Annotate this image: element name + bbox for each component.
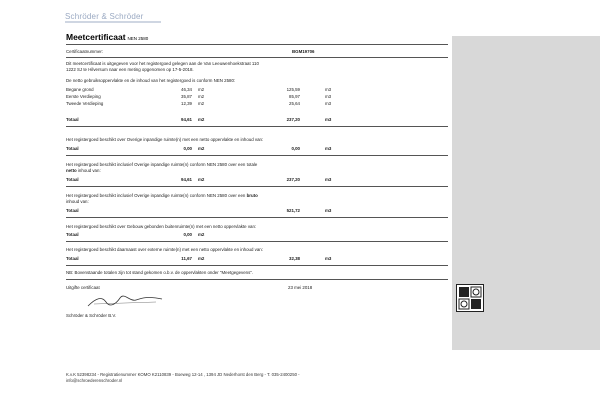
komo-logo-icon [457, 285, 483, 311]
row-volume: 85,97 [289, 94, 300, 99]
row-volume-unit: m3 [325, 101, 332, 106]
footer-line-1: K.v.K 52398234 - Registratienummer KOMO K2110839 - Boeweg 12-14 , 1394 JD Nederhorst den Berg - T. 035-2400250 - [66, 372, 300, 377]
issue-label: Uitgifte certificaat [66, 285, 100, 290]
total-volume: 237,20 [286, 177, 300, 182]
divider [66, 265, 448, 266]
row-label: Tweede Verdieping [66, 101, 104, 106]
komo-logo [456, 284, 484, 312]
company-brand: Schröder & Schröder [65, 12, 144, 21]
total-volume: 0,00 [291, 146, 300, 151]
section-text [66, 193, 258, 198]
row-area-unit: m2 [198, 87, 205, 92]
total-area-unit: m2 [198, 117, 205, 122]
certificate-number-value: BGM19706 [292, 49, 315, 54]
note-text: NB: Bovenstaande totalen zijn tot stand gekomen o.b.v. de oppervlakten onder "Meetgegevens". [66, 270, 254, 275]
section-text-line-2: inhoud van: [66, 199, 89, 204]
intro-line-1: Dit meetcertificaat is uitgegeven voor het registergoed gelegen aan de Van Leeuwenhoekstraat 110 [66, 61, 259, 66]
row-area-unit: m2 [198, 101, 205, 106]
total-label: Totaal [66, 208, 79, 213]
divider [66, 57, 448, 58]
document-title [66, 32, 148, 42]
section-text: Het registergoed beschikt daarnaast over externe ruimte(n) met een netto oppervlakte en inhoud van: [66, 247, 263, 252]
total-volume: 32,38 [289, 256, 300, 261]
total-area-unit: m2 [198, 256, 205, 261]
divider [66, 186, 448, 187]
total-volume-unit: m3 [325, 146, 332, 151]
title-divider [66, 44, 448, 45]
section-text: Het registergoed beschikt inclusief Overige inpandige ruimte(n) conform NEN 2580 over een totale [66, 162, 258, 167]
footer-email: info@schroederenschroder.nl [66, 377, 123, 383]
total-area: 0,00 [183, 146, 192, 151]
section-text-rest: inhoud van: [76, 168, 101, 173]
row-area: 46,34 [181, 87, 192, 92]
total-area-unit: m2 [198, 146, 205, 151]
issue-date: 23 mei 2018 [288, 285, 313, 290]
row-volume: 25,64 [289, 101, 300, 106]
total-area: 0,00 [183, 232, 192, 237]
section-text-line-2 [66, 168, 101, 173]
total-label: Totaal [66, 146, 79, 151]
title-text: Meetcertificaat [66, 32, 126, 42]
divider [66, 126, 448, 127]
divider [66, 279, 448, 280]
row-area: 35,87 [181, 94, 192, 99]
total-volume-unit: m3 [325, 208, 332, 213]
row-volume-unit: m3 [325, 87, 332, 92]
total-area: 94,61 [181, 117, 192, 122]
footer [66, 372, 486, 384]
total-volume-unit: m3 [325, 117, 332, 122]
divider [66, 217, 448, 218]
total-area-unit: m2 [198, 232, 205, 237]
row-volume: 125,59 [286, 87, 300, 92]
total-volume-unit: m3 [325, 256, 332, 261]
intro-line-2: 1222 SJ te Hilversum naar een meting opgenomen op 17-5-2018. [66, 67, 194, 72]
emphasis: netto [66, 168, 77, 173]
section-text: Het registergoed beschikt over Overige inpandige ruimte(n) met een netto oppervlakte en inhoud van: [66, 137, 264, 142]
total-area: 94,61 [181, 177, 192, 182]
total-volume-unit: m3 [325, 177, 332, 182]
section-text: Het registergoed beschikt over Gebouw gebonden buitenruimte(n) met een netto oppervlakte van: [66, 224, 257, 229]
total-label: Totaal [66, 177, 79, 182]
row-label: Begane grond [66, 87, 94, 92]
title-norm: NEN 2580 [127, 36, 149, 41]
divider [66, 241, 448, 242]
section-text-start: Het registergoed beschikt inclusief Overige inpandige ruimte(n) conform NEN 2580 over een [66, 193, 247, 198]
total-volume: 521,72 [286, 208, 300, 213]
row-volume-unit: m3 [325, 94, 332, 99]
divider [66, 155, 448, 156]
emphasis: bruto [246, 193, 258, 198]
row-area: 12,39 [181, 101, 192, 106]
brand-underline [65, 21, 161, 23]
total-area-unit: m2 [198, 177, 205, 182]
total-label: Totaal [66, 256, 79, 261]
total-volume: 237,20 [286, 117, 300, 122]
intro-line-3: De netto gebruiksoppervlakte en de inhoud van het registergoed is conform NEN 2580: [66, 78, 236, 83]
row-area-unit: m2 [198, 94, 205, 99]
signatory-name: Schröder & Schröder B.V. [66, 313, 117, 318]
certificate-number-label: Certificaatnummer: [66, 49, 104, 54]
total-label: Totaal [66, 117, 79, 122]
total-label: Totaal [66, 232, 79, 237]
signature-image [86, 292, 166, 310]
total-area: 11,67 [181, 256, 192, 261]
row-label: Eerste Verdieping [66, 94, 101, 99]
